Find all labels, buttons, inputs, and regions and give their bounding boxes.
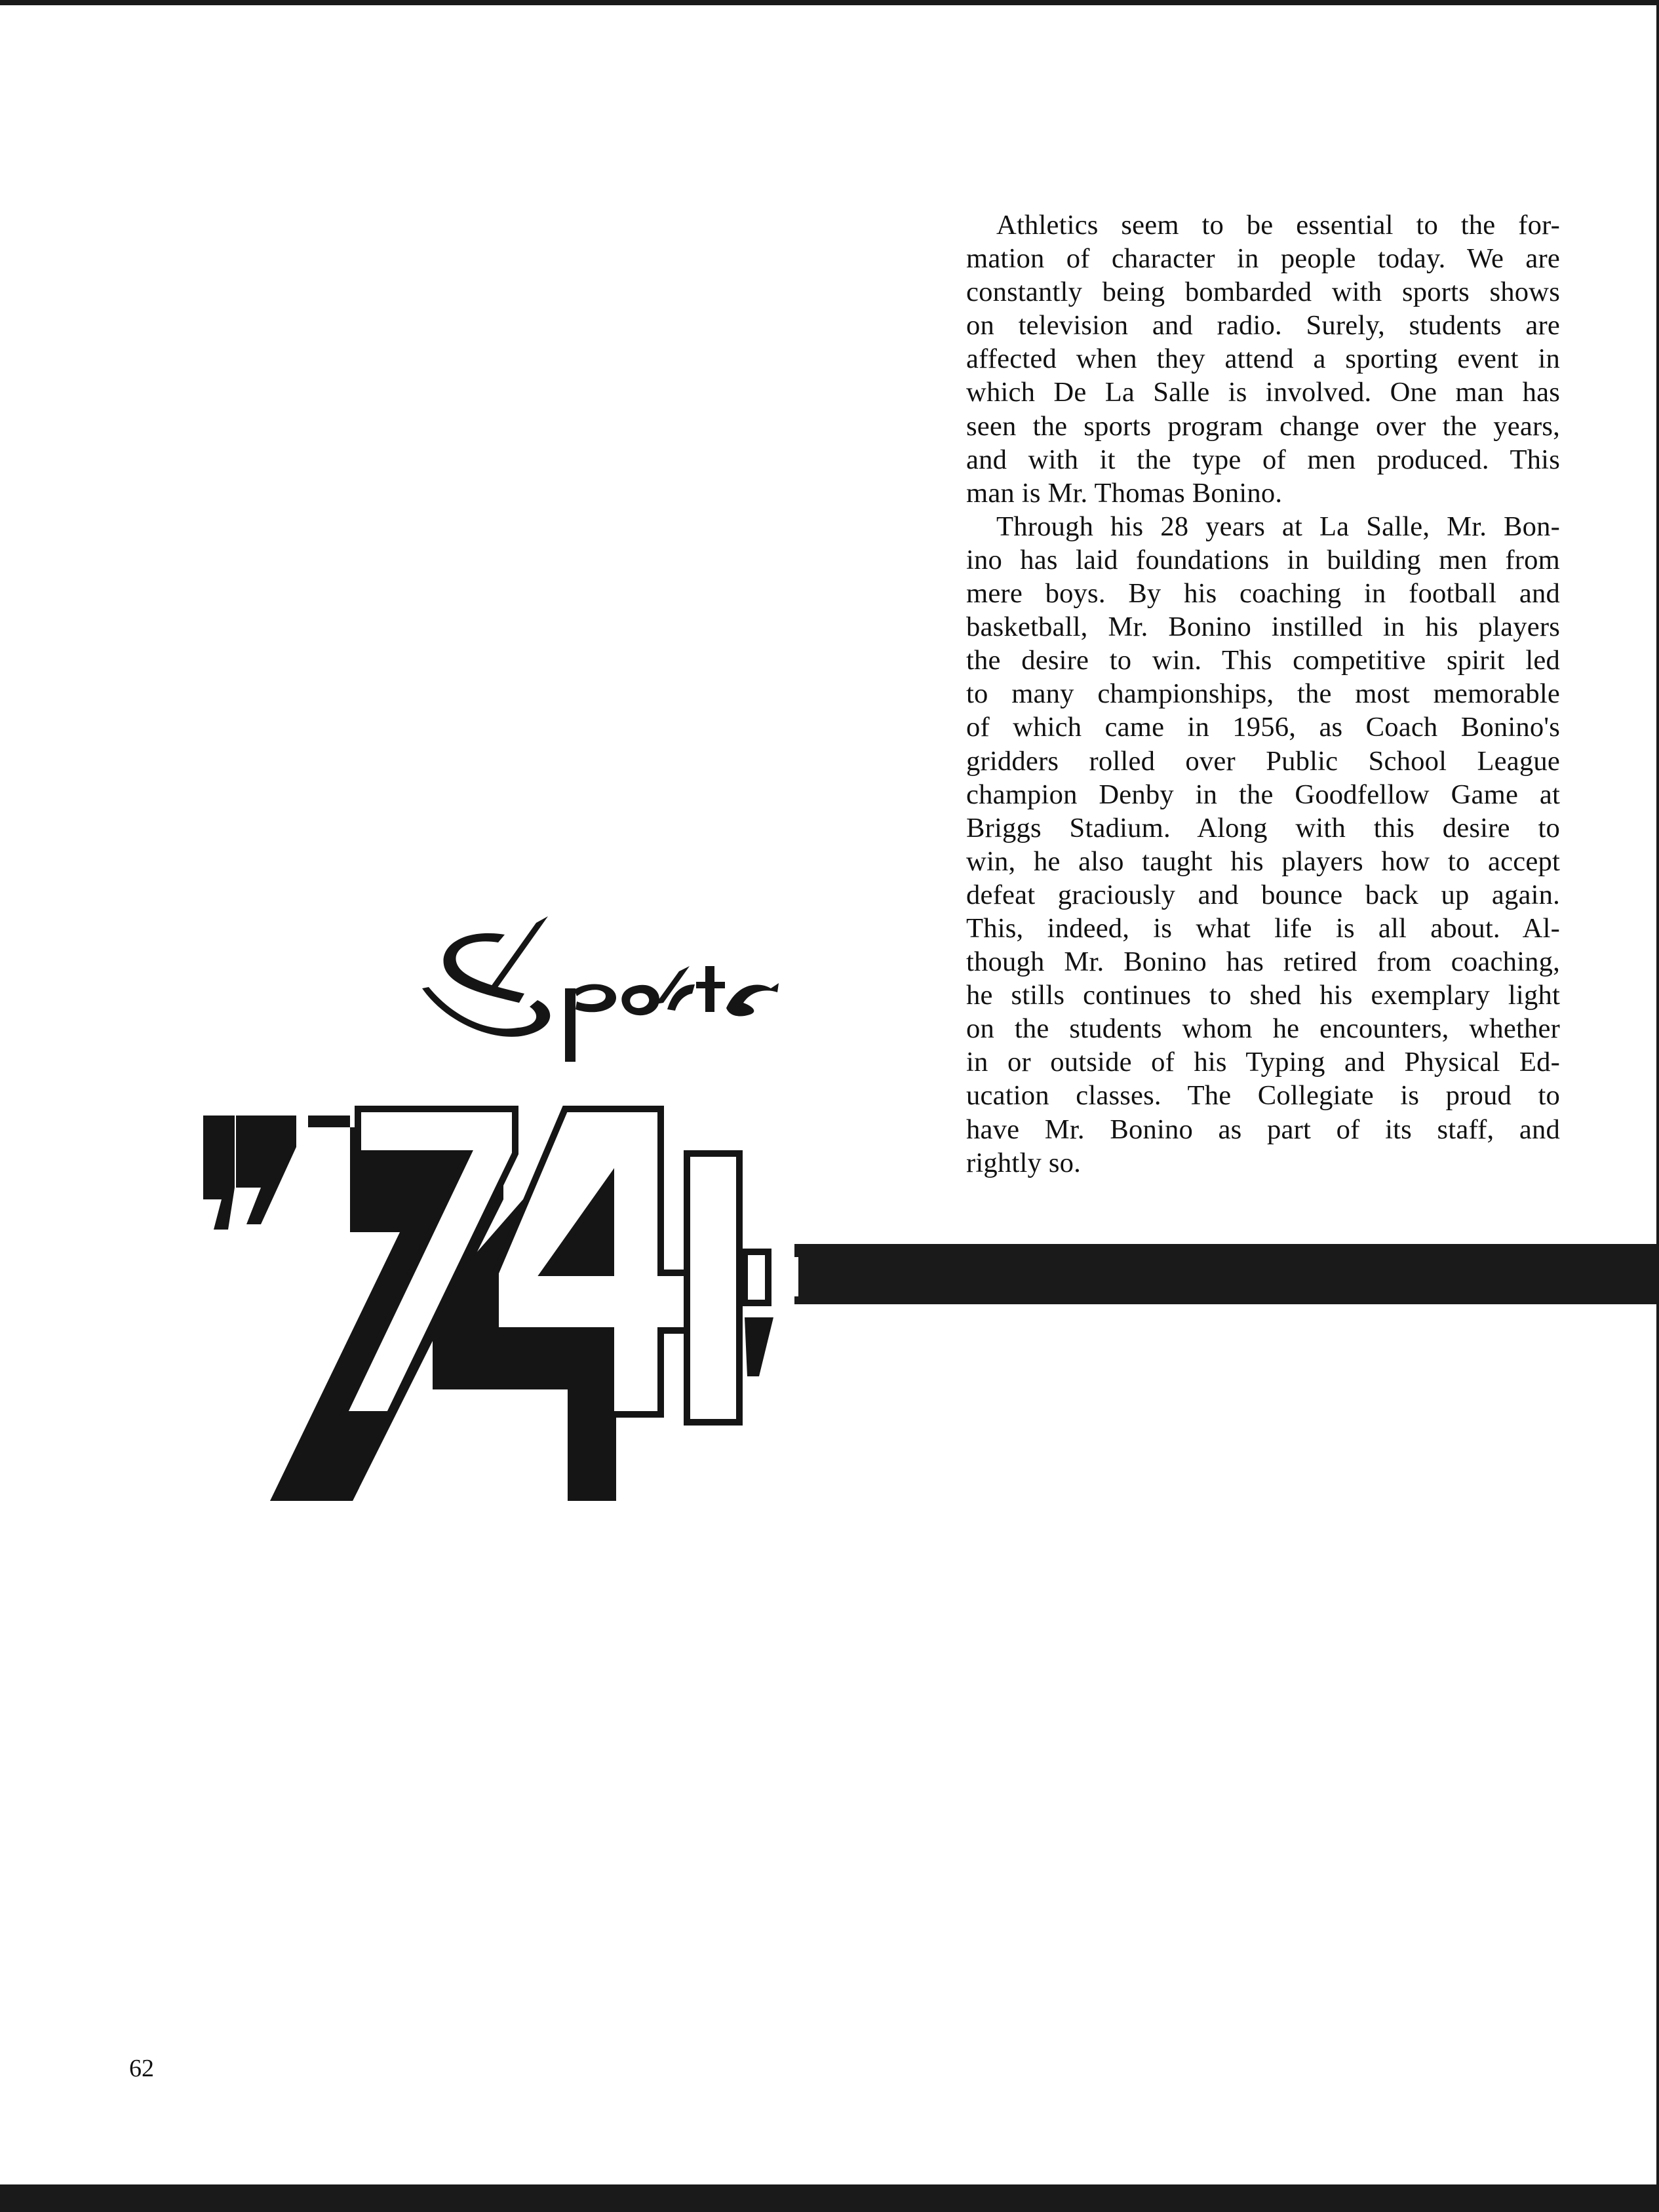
text-line: defeat graciously and bounce back up again. xyxy=(966,879,1560,910)
text-line: on television and radio. Surely, students are xyxy=(966,310,1560,341)
text-line: and with it the type of men produced. This xyxy=(966,444,1560,475)
page-number: 62 xyxy=(129,2055,154,2082)
text-line: the desire to win. This competitive spirit led xyxy=(966,645,1560,676)
text-line: mation of character in people today. We are xyxy=(966,243,1560,275)
text-line: he stills continues to shed his exemplary light xyxy=(966,980,1560,1011)
text-line: affected when they attend a sporting event in xyxy=(966,343,1560,375)
text-line: ucation classes. The Collegiate is proud to xyxy=(966,1080,1560,1112)
text-line: gridders rolled over Public School League xyxy=(966,745,1560,777)
sports-script-logo xyxy=(420,911,787,1075)
article-text xyxy=(966,208,1560,1180)
text-line: mere boys. By his coaching in football and xyxy=(966,578,1560,610)
text-line: of which came in 1956, as Coach Bonino's xyxy=(966,712,1560,743)
text-line: basketball, Mr. Bonino instilled in his players xyxy=(966,611,1560,643)
year-74-logo xyxy=(197,1101,787,1507)
text-line: Briggs Stadium. Along with this desire to xyxy=(966,812,1560,844)
text-line: champion Denby in the Goodfellow Game at xyxy=(966,779,1560,810)
text-line: man is Mr. Thomas Bonino. xyxy=(966,477,1283,509)
text-line: Through his 28 years at La Salle, Mr. Bon- xyxy=(996,511,1560,542)
text-line: This, indeed, is what life is all about. Al- xyxy=(966,912,1560,944)
text-line: have Mr. Bonino as part of its staff, and xyxy=(966,1114,1560,1145)
text-line: in or outside of his Typing and Physical Ed- xyxy=(966,1047,1560,1078)
article-paragraph-2 xyxy=(966,510,1560,1180)
text-line: seen the sports program change over the years, xyxy=(966,410,1560,442)
text-line: Athletics seem to be essential to the for- xyxy=(996,210,1560,241)
text-line: to many championships, the most memorable xyxy=(966,678,1560,710)
horizontal-rule-bar xyxy=(794,1244,1656,1304)
text-line: on the students whom he encounters, whether xyxy=(966,1013,1560,1045)
page-top-border xyxy=(0,0,1659,5)
page-bottom-border xyxy=(0,2184,1659,2212)
page-right-edge xyxy=(1656,0,1659,2212)
bar-tick xyxy=(794,1257,798,1296)
text-line: constantly being bombarded with sports shows xyxy=(966,277,1560,308)
text-line: ino has laid foundations in building men from xyxy=(966,544,1560,575)
article-paragraph-1 xyxy=(966,208,1560,510)
text-line: rightly so. xyxy=(966,1147,1081,1178)
text-line: win, he also taught his players how to accept xyxy=(966,845,1560,877)
text-line: though Mr. Bonino has retired from coaching, xyxy=(966,946,1560,978)
text-line: which De La Salle is involved. One man has xyxy=(966,377,1560,408)
